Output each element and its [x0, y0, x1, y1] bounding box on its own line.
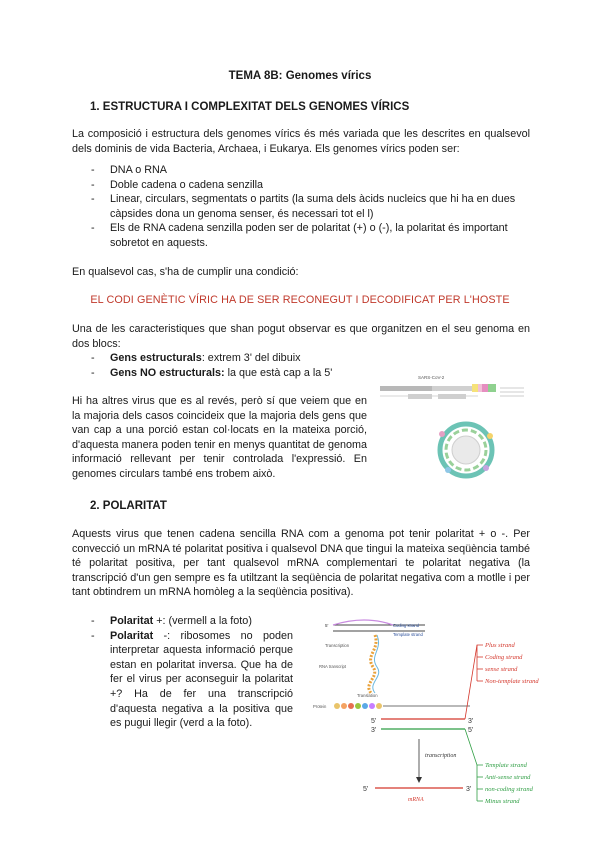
section-1-heading: 1. ESTRUCTURA I COMPLEXITAT DELS GENOMES VÍRICS	[90, 101, 410, 113]
antisense-strand-label: Anti-sense strand	[485, 774, 531, 781]
five-prime-top: 5'	[371, 718, 377, 725]
m-block	[482, 384, 488, 392]
list-item: - Linear, circulars, segmentats o partits (la suma dels àcids nucleics que hi ha en dues càpsides dona un genoma senser, és necessari tot el l)	[88, 192, 528, 221]
list-item: - Doble cadena o cadena senzilla	[88, 178, 528, 193]
genome-types-list	[88, 163, 528, 251]
list-item: - Polaritat +: (vermell a la foto)	[88, 614, 293, 629]
coding-strand-label: Coding strand	[393, 623, 420, 628]
figure-title: SARS-CoV-2	[418, 375, 445, 380]
section-1-intro: La composició i estructura dels genomes vírics és més variada que les descrites en qualsevol dels dominis de vida Bacteria, Archaea, i Eukarya. Els genomes vírics poden ser:	[72, 128, 530, 155]
minus-strand-label: Minus strand	[485, 798, 520, 805]
orf1a-block	[380, 386, 432, 391]
sense-strand-label: sense strand	[485, 666, 518, 673]
spike-block	[472, 384, 478, 392]
coding-strand-red-label: Coding strand	[485, 654, 523, 661]
transcription-label: Transcription	[325, 643, 350, 648]
polarity-paragraph: Aquests virus que tenen cadena sencilla RNA com a genoma pot tenir polaritat + o -. Per convecció un mRNA té polaritat positiva i qualsevol DNA que tingui la mateixa seqüència també té polaritat positiva, per tant qualsevol mRNA complementari te polaritat negativa (la transcripció d'un gen sempre es fa utiltzant la seqüència de polaritat negativa com a motlle i per tant obtindrem un mRNA homòleg a la seqüència positiva).	[72, 528, 530, 599]
blocks-intro: Una de les caracteristiques que shan pogut observar es que organitzen en el seu genoma en dos blocs:	[72, 323, 530, 350]
svg-text:5': 5'	[363, 786, 369, 793]
template-strand-green-label: Template strand	[485, 762, 527, 769]
section-2-heading: 2. POLARITAT	[90, 500, 167, 512]
svg-text:5': 5'	[468, 727, 474, 734]
transcription-handwritten: transcription	[425, 753, 457, 759]
protein-label: Protein	[313, 704, 327, 709]
list-item: - Gens NO estructurals: la que està cap a la 5'	[88, 366, 388, 381]
svg-text:5': 5'	[325, 623, 329, 628]
condition-intro: En qualsevol cas, s'ha de cumplir una condició:	[72, 266, 299, 278]
svg-text:3': 3'	[468, 718, 474, 725]
list-item: - Polaritat -: ribosomes no poden interpretar aquesta informació perque estan en polaritat inversa. Que ha de fer el virus per aconseguir la polaritat +? Ha de fer una transcripció d'aquesta negativa a la positiva que es pugui llegir (verd a la foto).	[88, 629, 293, 731]
n-block	[488, 384, 496, 392]
svg-text:3': 3'	[371, 727, 377, 734]
blocks-list	[88, 351, 388, 380]
list-item: - Gens estructurals: extrem 3' del dibuix	[88, 351, 388, 366]
template-strand-label: Template strand	[393, 632, 423, 637]
svg-text:3': 3'	[466, 786, 472, 793]
sars-cov-2-genome-figure	[378, 372, 526, 484]
mrna-label: mRNA	[408, 797, 424, 803]
list-item: - Els de RNA cadena senzilla poden ser de polaritat (+) o (-), la polaritat és important sobretot en aquests.	[88, 221, 528, 250]
non-coding-strand-label: non-coding strand	[485, 786, 533, 793]
polarity-list	[88, 614, 293, 731]
translation-label: Translation	[357, 693, 378, 698]
rna-transcript-label: RNA transcript	[319, 664, 346, 669]
list-item: - DNA o RNA	[88, 163, 528, 178]
non-template-strand-label: Non-template strand	[485, 678, 539, 685]
plus-strand-label: Plus strand	[485, 642, 515, 649]
e-block	[478, 384, 482, 392]
condition-highlight: EL CODI GENÈTIC VÍRIC HA DE SER RECONEGUT I DECODIFICAT PER L'HOSTE	[90, 294, 510, 306]
polarity-diagram	[305, 605, 565, 840]
gene-organization-paragraph: Hi ha altres virus que es al revés, però sí que veiem que en la majoria dels casos coincideix que la majoria dels gens que van cap a una porció estan col·locats en la mateixa porció, d'aquesta manera poden tenir en menys quantitat de genoma informació rellevant per tenir controlada l'expressió. En genomes circulars també ens trobem això.	[72, 395, 367, 480]
page-title: TEMA 8B: Genomes vírics	[228, 70, 372, 82]
orf1b-block	[432, 386, 472, 391]
